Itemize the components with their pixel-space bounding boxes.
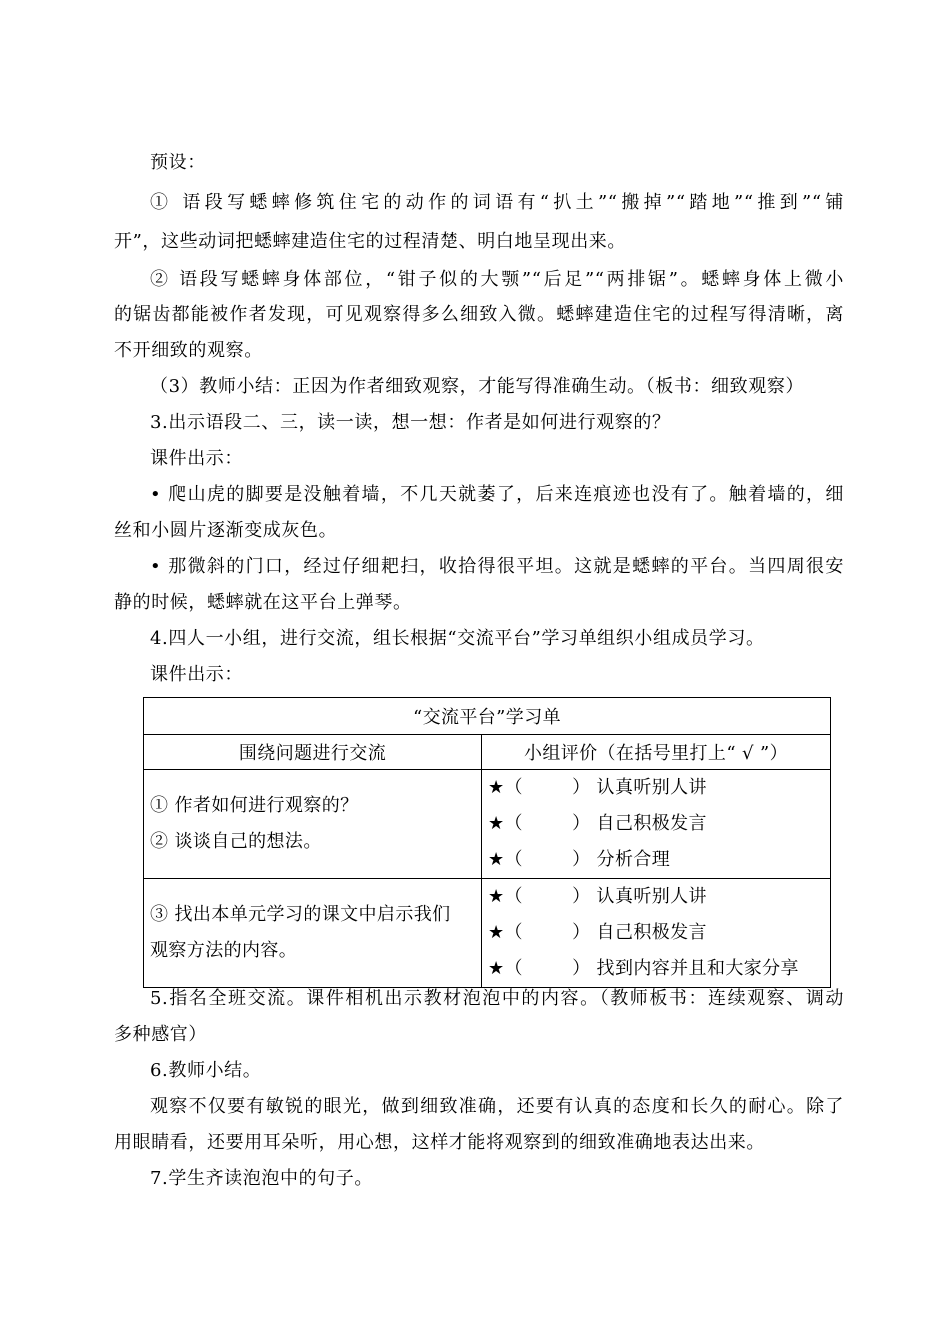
question-cell bbox=[144, 879, 482, 988]
evaluation-item bbox=[488, 806, 830, 842]
evaluation-label: 自己积极发言 bbox=[596, 813, 707, 834]
column-header: 围绕问题进行交流 bbox=[144, 735, 482, 770]
paragraph-line: 不开细致的观察。 bbox=[114, 340, 263, 361]
table-row bbox=[144, 770, 831, 879]
star-icon: ★ bbox=[488, 958, 505, 979]
question-text: ③ 找出本单元学习的课文中启示我们 bbox=[150, 904, 451, 925]
evaluation-cell bbox=[482, 879, 831, 988]
preset-label: 预设： bbox=[150, 152, 206, 173]
star-icon: ★ bbox=[488, 777, 505, 798]
teacher-summary: （3）教师小结：正因为作者细致观察，才能写得准确生动。（板书：细致观察） bbox=[150, 376, 805, 397]
study-sheet-table bbox=[143, 697, 831, 988]
column-header: 小组评价（在括号里打上“ √ ”） bbox=[482, 735, 831, 770]
evaluation-label: 分析合理 bbox=[596, 849, 671, 870]
paragraph-line: 多种感官） bbox=[114, 1024, 207, 1045]
evaluation-cell bbox=[482, 770, 831, 879]
paragraph-line: 观察不仅要有敏锐的眼光，做到细致准确，还要有认真的态度和长久的耐心。除了 bbox=[150, 1096, 844, 1117]
step-heading: 7.学生齐读泡泡中的句子。 bbox=[150, 1168, 373, 1189]
step-heading: 4.四人一小组，进行交流，组长根据“交流平台”学习单组织小组成员学习。 bbox=[150, 628, 765, 649]
evaluation-item bbox=[488, 879, 830, 915]
check-box-open: （ bbox=[504, 886, 523, 907]
step-heading: 3.出示语段二、三，读一读，想一想：作者是如何进行观察的？ bbox=[150, 412, 671, 433]
evaluation-item bbox=[488, 951, 830, 987]
question-text: ① 作者如何进行观察的？ bbox=[150, 795, 359, 816]
evaluation-label: 认真听别人讲 bbox=[596, 886, 707, 907]
paragraph-line: 丝和小圆片逐渐变成灰色。 bbox=[114, 520, 338, 541]
check-box-open: （ bbox=[504, 958, 523, 979]
star-icon: ★ bbox=[488, 849, 505, 870]
check-box-open: （ bbox=[504, 849, 523, 870]
star-icon: ★ bbox=[488, 886, 505, 907]
courseware-label: 课件出示： bbox=[150, 448, 243, 469]
table-title: “交流平台”学习单 bbox=[144, 698, 831, 735]
paragraph-line: ① 语段写蟋蟀修筑住宅的动作的词语有“扒土”“搬掉”“踏地”“推到”“铺 bbox=[150, 192, 844, 213]
step-heading: 6.教师小结。 bbox=[150, 1060, 262, 1081]
bullet-line: • 爬山虎的脚要是没触着墙，不几天就萎了，后来连痕迹也没有了。触着墙的，细 bbox=[150, 484, 844, 505]
check-box-close: ） bbox=[572, 813, 591, 834]
evaluation-item bbox=[488, 842, 830, 878]
star-icon: ★ bbox=[488, 813, 505, 834]
check-box-close: ） bbox=[572, 849, 591, 870]
question-text: 观察方法的内容。 bbox=[150, 940, 298, 961]
evaluation-item bbox=[488, 770, 830, 806]
check-box-close: ） bbox=[572, 958, 591, 979]
paragraph-line: 开”，这些动词把蟋蟀建造住宅的过程清楚、明白地呈现出来。 bbox=[114, 231, 626, 252]
step-heading: 5.指名全班交流。课件相机出示教材泡泡中的内容。（教师板书：连续观察、调动 bbox=[150, 988, 844, 1009]
check-box-open: （ bbox=[504, 777, 523, 798]
question-text: ② 谈谈自己的想法。 bbox=[150, 831, 322, 852]
check-box-open: （ bbox=[504, 813, 523, 834]
paragraph-line: 用眼睛看，还要用耳朵听，用心想，这样才能将观察到的细致准确地表达出来。 bbox=[114, 1132, 765, 1153]
paragraph-line: ② 语段写蟋蟀身体部位，“钳子似的大颚”“后足”“两排锯”。蟋蟀身体上微小 bbox=[150, 269, 844, 290]
check-box-close: ） bbox=[572, 886, 591, 907]
evaluation-label: 自己积极发言 bbox=[596, 922, 707, 943]
paragraph-line: 静的时候，蟋蟀就在这平台上弹琴。 bbox=[114, 592, 412, 613]
courseware-label: 课件出示： bbox=[150, 664, 243, 685]
bullet-line: • 那微斜的门口，经过仔细耙扫，收拾得很平坦。这就是蟋蟀的平台。当四周很安 bbox=[150, 556, 844, 577]
star-icon: ★ bbox=[488, 922, 505, 943]
paragraph-line: 的锯齿都能被作者发现，可见观察得多么细致入微。蟋蟀建造住宅的过程写得清晰，离 bbox=[114, 304, 844, 325]
evaluation-label: 找到内容并且和大家分享 bbox=[596, 958, 799, 979]
check-box-close: ） bbox=[572, 922, 591, 943]
check-box-close: ） bbox=[572, 777, 591, 798]
evaluation-label: 认真听别人讲 bbox=[596, 777, 707, 798]
question-cell bbox=[144, 770, 482, 879]
evaluation-item bbox=[488, 915, 830, 951]
check-box-open: （ bbox=[504, 922, 523, 943]
table-row bbox=[144, 879, 831, 988]
